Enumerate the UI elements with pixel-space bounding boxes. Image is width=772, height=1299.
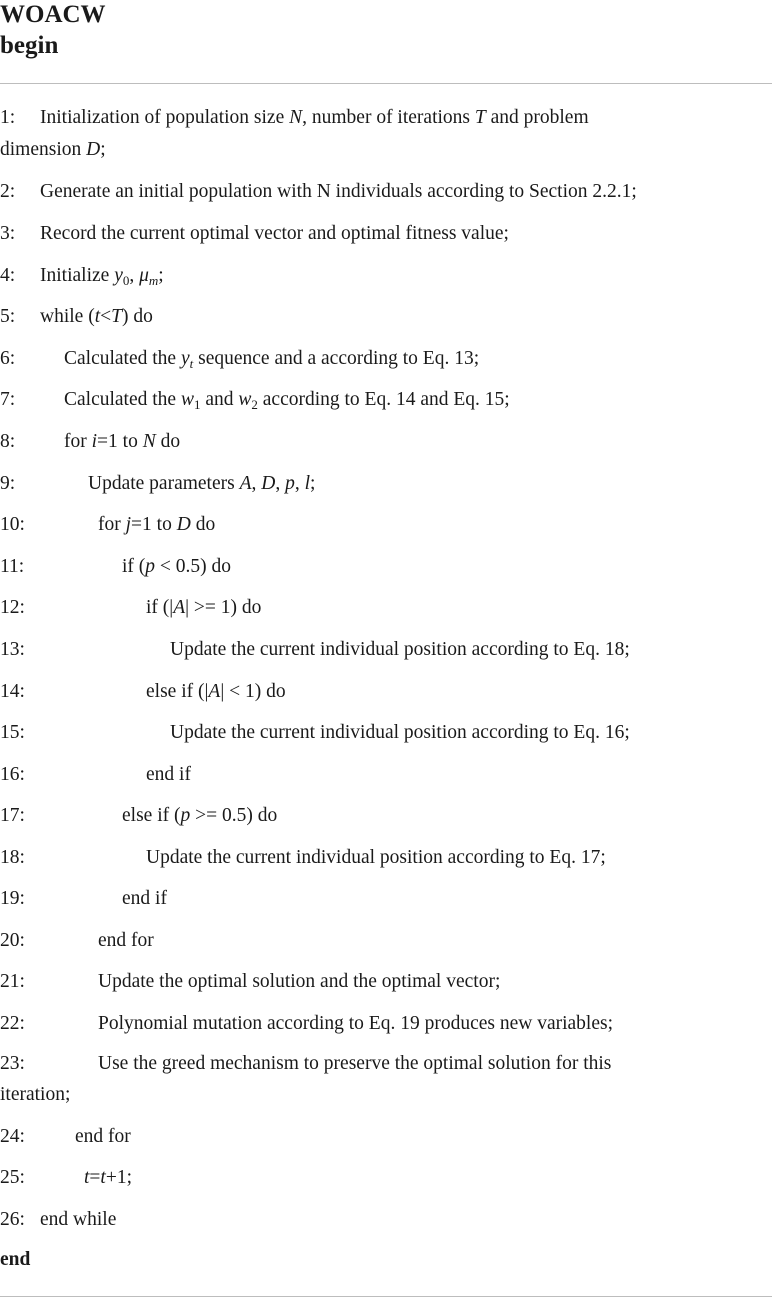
- step-number: 13:: [0, 639, 25, 660]
- step-number: 15:: [0, 722, 25, 743]
- step-text: Polynomial mutation according to Eq. 19 produces new variables;: [98, 1013, 614, 1034]
- bottom-rule: [0, 1296, 772, 1297]
- step-number: 22:: [0, 1013, 25, 1034]
- step-text: Generate an initial population with N individuals according to Section 2.2.1;: [40, 181, 637, 202]
- step-number: 12:: [0, 597, 25, 618]
- step-number: 4:: [0, 265, 16, 286]
- step-number: 24:: [0, 1126, 25, 1147]
- step-number: 18:: [0, 847, 25, 868]
- step-text: Initialize $y_0$, $\mu_m$;: [40, 265, 164, 288]
- step-number: 14:: [0, 681, 25, 702]
- step-text: Use the greed mechanism to preserve the optimal solution for this: [98, 1053, 612, 1074]
- step-number: 10:: [0, 514, 25, 535]
- step-text: Initialization of population size N, number of iterations T and problem: [40, 107, 589, 128]
- step-text: Calculated the $y_t$ sequence and a according to Eq. 13;: [64, 348, 480, 371]
- step-number: 2:: [0, 181, 16, 202]
- step-number: 17:: [0, 805, 25, 826]
- step-number: 26:: [0, 1209, 25, 1230]
- step-number: 11:: [0, 556, 25, 577]
- step-text: if (p < 0.5) do: [122, 556, 232, 577]
- step-number: 21:: [0, 971, 25, 992]
- step-number: 6:: [0, 348, 16, 369]
- step-text: Update parameters A, D, p, l;: [88, 473, 316, 494]
- step-text: Calculated the $w_1$ and $w_2$ according to Eq. 14 and Eq. 15;: [64, 389, 510, 412]
- step-text: t=t+1;: [84, 1167, 133, 1188]
- step-number: 9:: [0, 473, 16, 494]
- step-text: else if (|A| < 1) do: [146, 681, 286, 702]
- step-number: 5:: [0, 306, 16, 327]
- step-text-continuation: iteration;: [0, 1084, 71, 1105]
- step-text: if (|A| >= 1) do: [146, 597, 262, 618]
- step-text: end if: [146, 764, 191, 785]
- step-number: 16:: [0, 764, 25, 785]
- step-number: 8:: [0, 431, 16, 452]
- step-number: 3:: [0, 223, 16, 244]
- top-rule: [0, 83, 772, 84]
- step-number: 7:: [0, 389, 16, 410]
- step-text: Update the optimal solution and the optimal vector;: [98, 971, 501, 992]
- step-text: while (t<T) do: [40, 306, 153, 327]
- begin-keyword: begin: [0, 32, 59, 59]
- step-text: for i=1 to N do: [64, 431, 181, 452]
- step-text: Record the current optimal vector and optimal fitness value;: [40, 223, 509, 244]
- step-number: 25:: [0, 1167, 25, 1188]
- step-text: end for: [98, 930, 154, 951]
- step-number: 23:: [0, 1053, 25, 1074]
- step-number: 1:: [0, 107, 16, 128]
- step-number: 20:: [0, 930, 25, 951]
- step-text: else if (p >= 0.5) do: [122, 805, 278, 826]
- step-text: Update the current individual position according to Eq. 17;: [146, 847, 606, 868]
- step-text-continuation: dimension D;: [0, 139, 106, 160]
- step-text: for j=1 to D do: [98, 514, 216, 535]
- step-text: end for: [75, 1126, 131, 1147]
- algorithm-title: WOACW: [0, 1, 106, 28]
- step-text: Update the current individual position according to Eq. 16;: [170, 722, 630, 743]
- step-number: 19:: [0, 888, 25, 909]
- step-text: end while: [40, 1209, 117, 1230]
- end-keyword: end: [0, 1249, 31, 1270]
- step-text: Update the current individual position according to Eq. 18;: [170, 639, 630, 660]
- step-text: end if: [122, 888, 167, 909]
